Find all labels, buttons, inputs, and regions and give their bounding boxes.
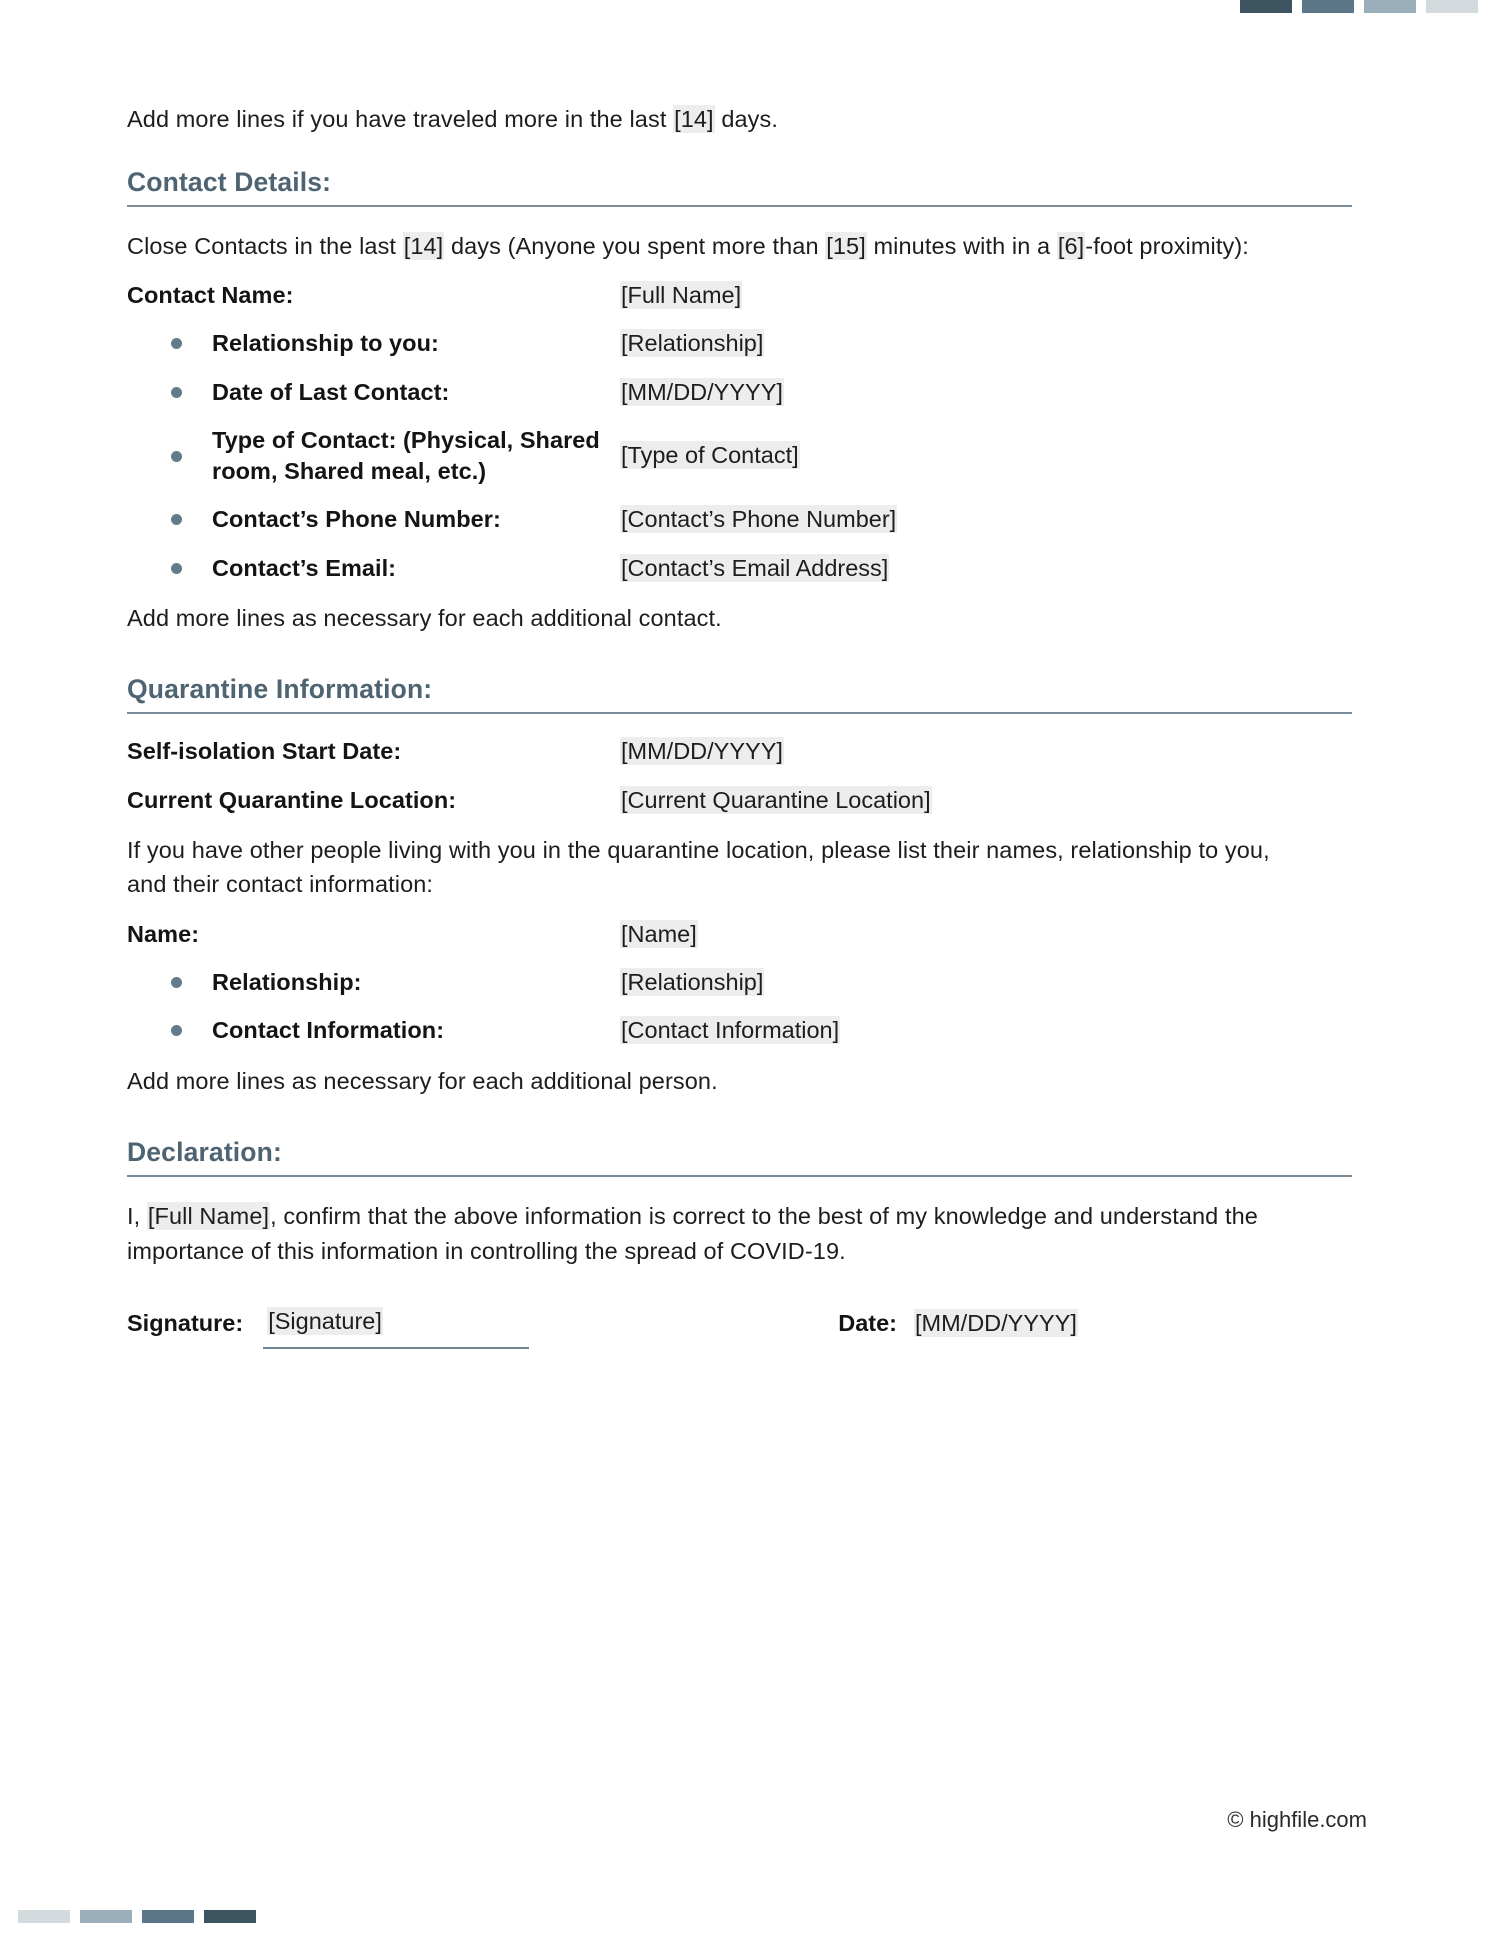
bullet-dot-icon	[171, 563, 182, 574]
housemate-name-value	[620, 919, 698, 950]
intro-days-placeholder[interactable]: [14]	[674, 106, 714, 132]
housemate-name-placeholder[interactable]: [Name]	[621, 920, 697, 947]
lead-text-3: minutes with in a	[866, 232, 1057, 259]
self-isolation-start-date-placeholder[interactable]: [MM/DD/YYYY]	[621, 738, 783, 765]
lead-text-4: -foot proximity):	[1085, 232, 1249, 259]
field-row-self-isolation-start-date	[127, 736, 1373, 767]
date-label: Date:	[838, 1310, 897, 1337]
date-value	[914, 1308, 1078, 1337]
declaration-full-name-placeholder[interactable]: [Full Name]	[147, 1203, 270, 1230]
quarantine-note: Add more lines as necessary for each additional person.	[127, 1067, 718, 1094]
bullet-dot-icon	[171, 387, 182, 398]
bullet-row-contact-phone-number	[127, 504, 1373, 535]
section-heading-declaration: Declaration:	[127, 1137, 282, 1168]
section-heading-contact-details: Contact Details:	[127, 166, 332, 197]
bottom-decorative-bars	[18, 1910, 256, 1923]
date-of-last-contact-value	[620, 377, 784, 408]
housemate-contact-information-label: Contact Information:	[212, 1017, 445, 1044]
contact-phone-number-value	[620, 504, 897, 535]
housemate-relationship-value	[620, 967, 764, 998]
decor-bar-4	[1426, 0, 1478, 13]
type-of-contact-label: Type of Contact: (Physical, Shared room, Shared meal, etc.)	[212, 426, 600, 485]
quarantine-housemates-paragraph: If you have other people living with you in the quarantine location, please list their names, relationship to you, and their contact information:	[127, 836, 1270, 898]
bullet-row-housemate-contact-information	[127, 1015, 1373, 1046]
housemate-relationship-placeholder[interactable]: [Relationship]	[621, 969, 764, 996]
current-quarantine-location-label: Current Quarantine Location:	[127, 786, 457, 813]
field-row-contact-name	[127, 280, 1373, 311]
relationship-to-you-value	[620, 328, 764, 359]
intro-text-before: Add more lines if you have traveled more in the last	[127, 106, 674, 132]
signature-row	[127, 1308, 1373, 1349]
relationship-to-you-label: Relationship to you:	[212, 330, 439, 357]
lead-minutes-placeholder[interactable]: [15]	[826, 232, 866, 259]
decor-bar-2	[80, 1910, 132, 1923]
contact-name-placeholder[interactable]: [Full Name]	[621, 282, 742, 309]
section-heading-quarantine-information: Quarantine Information:	[127, 674, 433, 705]
bullet-dot-icon	[171, 451, 182, 462]
bullet-row-type-of-contact	[127, 425, 1373, 488]
current-quarantine-location-placeholder[interactable]: [Current Quarantine Location]	[621, 786, 931, 813]
field-row-housemate-name	[127, 919, 1373, 950]
lead-days-placeholder[interactable]: [14]	[403, 232, 444, 259]
decor-bar-3	[142, 1910, 194, 1923]
contact-phone-number-label: Contact’s Phone Number:	[212, 506, 501, 533]
housemate-contact-information-placeholder[interactable]: [Contact Information]	[621, 1017, 840, 1044]
contact-phone-number-placeholder[interactable]: [Contact’s Phone Number]	[621, 506, 897, 533]
decor-bar-4	[204, 1910, 256, 1923]
contact-name-value	[620, 280, 742, 311]
signature-line[interactable]	[263, 1308, 529, 1349]
bullet-dot-icon	[171, 338, 182, 349]
self-isolation-start-date-label: Self-isolation Start Date:	[127, 738, 402, 765]
decor-bar-1	[18, 1910, 70, 1923]
contact-email-value	[620, 553, 889, 584]
bullet-row-housemate-relationship	[127, 967, 1373, 998]
lead-distance-placeholder[interactable]: [6]	[1057, 232, 1085, 259]
bullet-dot-icon	[171, 977, 182, 988]
document-page	[127, 0, 1373, 1941]
housemate-contact-information-value	[620, 1015, 840, 1046]
contact-details-note: Add more lines as necessary for each additional contact.	[127, 604, 722, 631]
lead-text-2: days (Anyone you spent more than	[444, 232, 826, 259]
current-quarantine-location-value	[620, 785, 932, 816]
bullet-row-relationship-to-you	[127, 328, 1373, 359]
document-content	[127, 102, 1373, 1349]
intro-text-after: days.	[714, 106, 778, 132]
contact-email-label: Contact’s Email:	[212, 554, 397, 581]
contact-details-lead-paragraph	[127, 229, 1287, 264]
contact-email-placeholder[interactable]: [Contact’s Email Address]	[621, 554, 889, 581]
contact-name-label: Contact Name:	[127, 282, 294, 309]
date-of-last-contact-label: Date of Last Contact:	[212, 378, 450, 405]
bullet-row-contact-email	[127, 553, 1373, 584]
field-row-current-quarantine-location	[127, 785, 1373, 816]
signature-placeholder[interactable]: [Signature]	[268, 1308, 382, 1335]
signature-label: Signature:	[127, 1310, 244, 1337]
declaration-text-2: , confirm that the above information is correct to the best of my knowledge and understand the importance of this information in controlling the spread of COVID-19.	[127, 1203, 1258, 1264]
housemate-relationship-label: Relationship:	[212, 969, 362, 996]
bullet-dot-icon	[171, 514, 182, 525]
housemate-name-label: Name:	[127, 920, 200, 947]
lead-text-1: Close Contacts in the last	[127, 232, 403, 259]
type-of-contact-placeholder[interactable]: [Type of Contact]	[621, 442, 799, 469]
relationship-to-you-placeholder[interactable]: [Relationship]	[621, 330, 764, 357]
type-of-contact-value	[620, 440, 800, 471]
date-placeholder[interactable]: [MM/DD/YYYY]	[914, 1310, 1077, 1337]
declaration-paragraph	[127, 1199, 1287, 1268]
bullet-row-date-of-last-contact	[127, 377, 1373, 408]
bullet-dot-icon	[171, 1025, 182, 1036]
footer-copyright: © highfile.com	[1227, 1807, 1367, 1832]
declaration-text-1: I,	[127, 1203, 147, 1230]
self-isolation-start-date-value	[620, 736, 784, 767]
intro-paragraph	[127, 102, 1373, 137]
date-of-last-contact-placeholder[interactable]: [MM/DD/YYYY]	[621, 378, 783, 405]
